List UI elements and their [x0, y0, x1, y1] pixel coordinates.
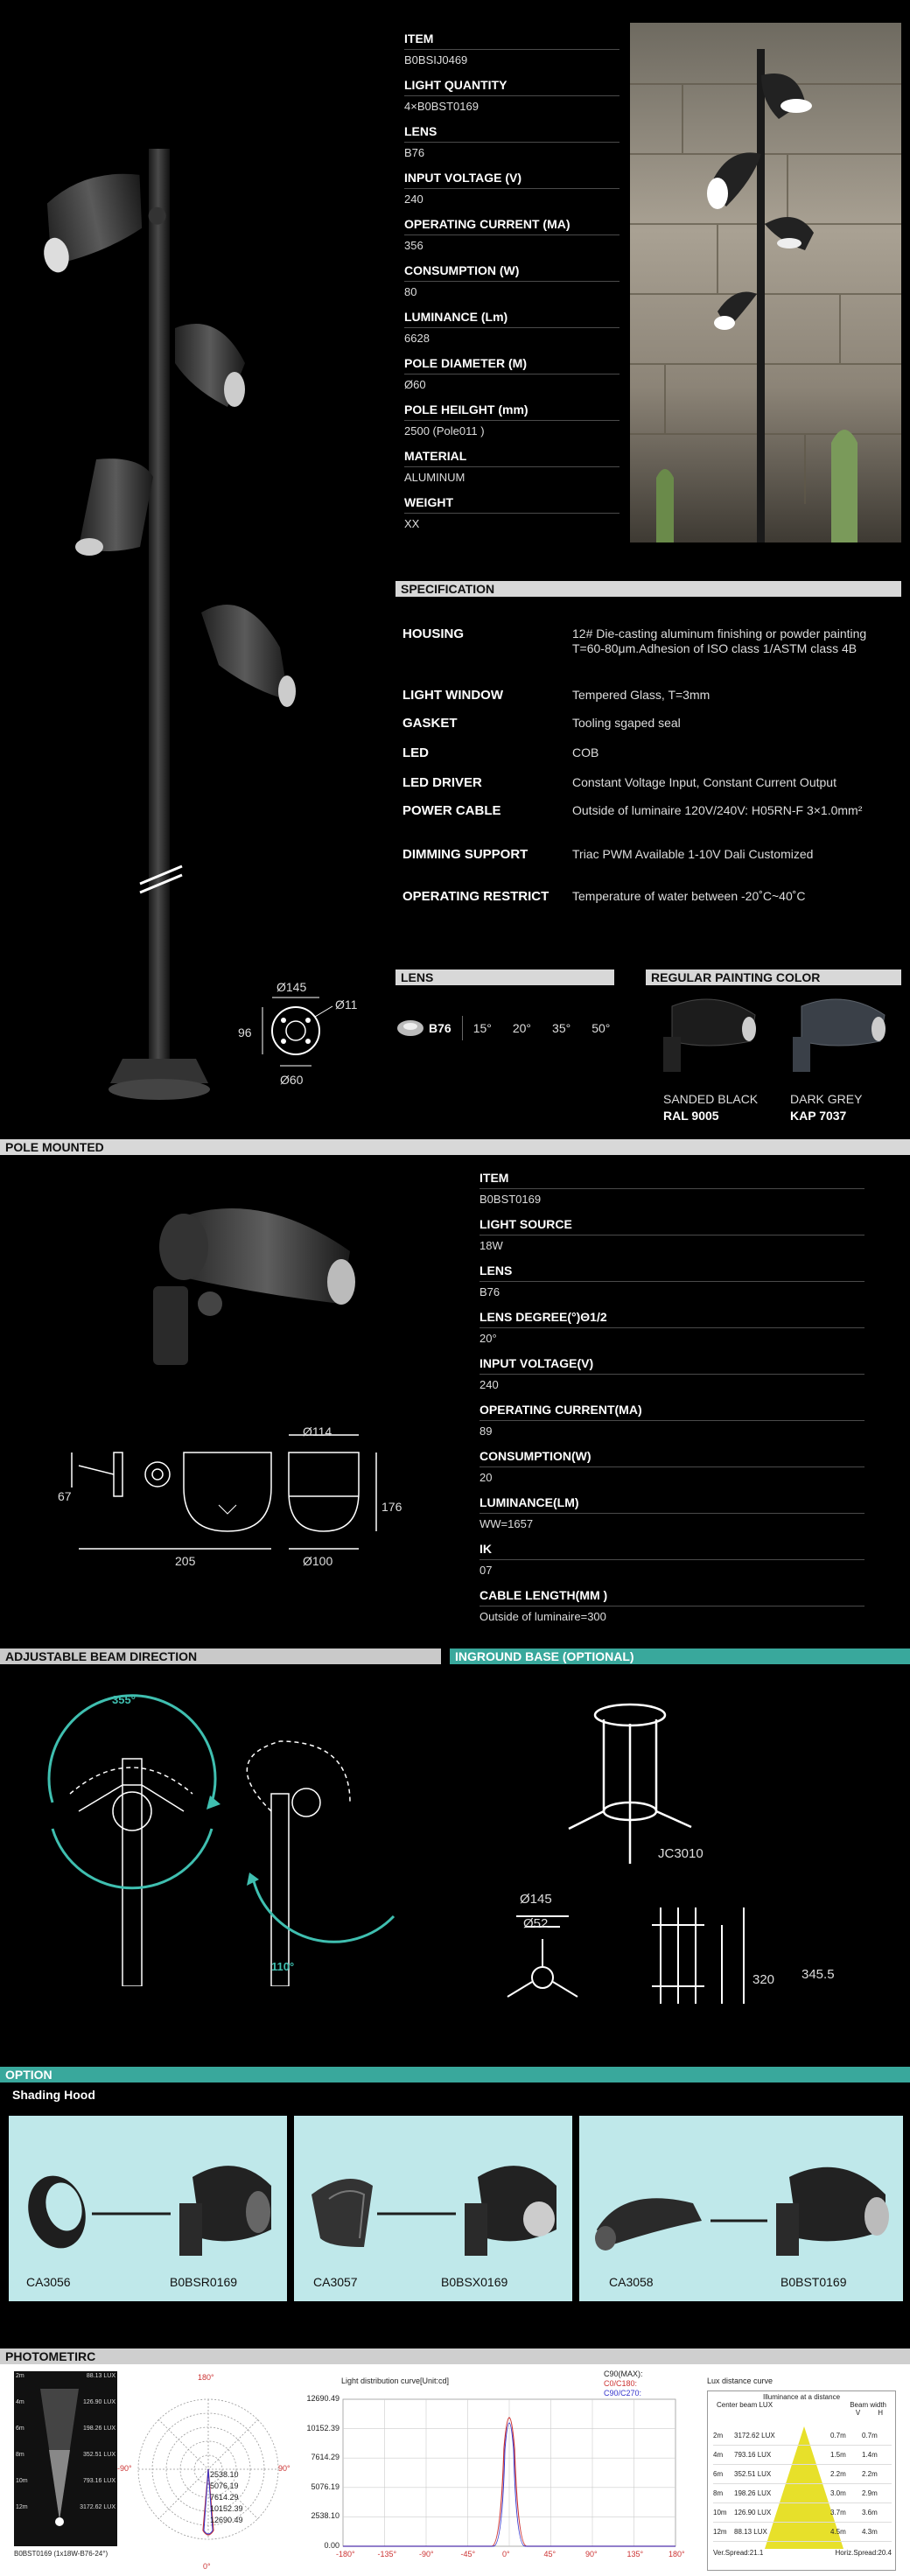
curve-x-tick: 135°	[626, 2550, 644, 2558]
beam-lux-row	[16, 2399, 116, 2426]
lux-row-lux: 3172.62 LUX	[734, 2432, 775, 2440]
curve-legend-c90: C90/C270:	[604, 2389, 642, 2398]
product-spec-row	[404, 124, 620, 171]
pm-spec-label: OPERATING CURRENT(MA)	[480, 1403, 642, 1417]
lux-row-v: 3.7m	[830, 2509, 846, 2516]
product-spec-value: 4×B0BST0169	[404, 100, 479, 113]
beam-rotation-label: 355°	[112, 1693, 136, 1706]
spec-row-label: HOUSING	[402, 626, 465, 641]
lux-row-distance: 12m	[713, 2528, 727, 2536]
lux-table-row	[713, 2446, 892, 2465]
pm-spec-divider	[480, 1281, 864, 1282]
spec-row-label: LIGHT WINDOW	[402, 688, 503, 703]
product-spec-label: POLE DIAMETER (M)	[404, 356, 527, 370]
curve-x-tick: -180°	[336, 2550, 355, 2558]
pm-spec-row	[480, 1264, 864, 1310]
beam-lux-value: 793.16 LUX	[83, 2478, 116, 2484]
lux-curve-title: Lux distance curve	[707, 2376, 774, 2385]
product-spec-list	[404, 32, 620, 542]
polar-label-90: 90°	[278, 2464, 290, 2473]
option-hood-3: CA3058	[609, 2275, 654, 2289]
curve-x-tick: 0°	[502, 2550, 510, 2558]
product-spec-value: 6628	[404, 332, 430, 345]
lux-table	[707, 2390, 896, 2571]
lux-row-lux: 198.26 LUX	[734, 2489, 772, 2497]
curve-y-tick: 2538.10	[311, 2511, 340, 2521]
beam-tilt-label: 110°	[271, 1960, 295, 1973]
paint-swatch-grey	[784, 989, 889, 1085]
pm-spec-row	[480, 1495, 864, 1542]
product-spec-divider	[404, 513, 620, 514]
product-spec-label: INPUT VOLTAGE (V)	[404, 171, 522, 185]
pm-dim-100: Ø100	[303, 1554, 333, 1568]
lux-row-distance: 4m	[713, 2451, 724, 2459]
lux-row-v: 0.7m	[830, 2432, 846, 2440]
product-spec-row	[404, 171, 620, 217]
distribution-curve	[294, 2396, 688, 2571]
polar-label-180: 180°	[198, 2373, 214, 2382]
curve-y-tick: 7614.29	[311, 2453, 340, 2462]
option-fixture-1: B0BSR0169	[170, 2275, 238, 2289]
lens-icon	[396, 1018, 425, 1039]
lux-row-v: 2.2m	[830, 2470, 846, 2478]
spec-row-value: Temperature of water between -20˚C~40˚C	[572, 889, 806, 903]
product-spec-value: B0BSIJ0469	[404, 53, 468, 66]
lens-angle-35: 35°	[552, 1021, 571, 1035]
product-spec-label: LENS	[404, 124, 438, 138]
lux-row-h: 4.3m	[862, 2528, 878, 2536]
spec-row-label: OPERATING RESTRICT	[402, 889, 550, 904]
pm-spec-row	[480, 1356, 864, 1403]
spec-row-label: POWER CABLE	[402, 803, 501, 818]
product-spec-divider	[404, 327, 620, 328]
spec-row-value: COB	[572, 746, 599, 760]
pm-dim-67: 67	[58, 1489, 72, 1503]
pm-dim-114: Ø114	[303, 1424, 332, 1438]
beam-lux-distance: 2m	[16, 2373, 24, 2379]
pm-spec-value: 240	[480, 1378, 499, 1391]
product-spec-label: POLE HEILGHT (mm)	[404, 402, 528, 416]
option-card-2	[294, 2116, 572, 2301]
photometric-panel	[0, 2364, 910, 2576]
product-spec-row	[404, 310, 620, 356]
paint-swatch-black	[654, 989, 760, 1085]
lens-angle-20: 20°	[512, 1021, 532, 1035]
pole-mounted-header: POLE MOUNTED	[0, 1139, 910, 1155]
pm-spec-row	[480, 1449, 864, 1495]
product-spec-label: ITEM	[404, 32, 434, 46]
inground-dim-145: Ø145	[520, 1892, 552, 1907]
option-subtitle: Shading Hood	[12, 2088, 95, 2102]
lux-row-h: 3.6m	[862, 2509, 878, 2516]
pm-spec-value: B0BST0169	[480, 1193, 542, 1206]
pm-spec-label: CABLE LENGTH(MM )	[480, 1588, 608, 1602]
pm-spec-row	[480, 1310, 864, 1356]
beam-lux-row	[16, 2478, 116, 2504]
lux-foot-v: Ver.Spread:21.1	[713, 2549, 764, 2557]
beam-lux-distance: 12m	[16, 2504, 28, 2510]
pm-spec-divider	[480, 1374, 864, 1375]
product-spec-value: XX	[404, 517, 420, 530]
spec-row-value: Tooling sgaped seal	[572, 716, 681, 730]
specification-header: SPECIFICATION	[396, 581, 901, 597]
lux-table-col-h: H	[878, 2409, 883, 2417]
paint-code-grey: KAP 7037	[790, 1109, 847, 1123]
photometric-header: PHOTOMETIRC	[0, 2348, 910, 2364]
lux-table-row	[713, 2465, 892, 2484]
inground-dim-345: 345.5	[802, 1967, 835, 1982]
polar-value: 12690.49	[210, 2516, 243, 2524]
pole-mounted-spec-list	[480, 1171, 864, 1634]
lens-row	[396, 1015, 623, 1041]
beam-rotation-drawing	[18, 1689, 429, 1986]
spec-row-value: Tempered Glass, T=3mm	[572, 688, 710, 702]
spec-row-value: Triac PWM Available 1-10V Dali Customized	[572, 847, 814, 861]
curve-x-tick: -90°	[419, 2550, 434, 2558]
pm-spec-row	[480, 1217, 864, 1264]
product-spec-row	[404, 449, 620, 495]
pm-spec-value: 20°	[480, 1332, 497, 1345]
pm-spec-divider	[480, 1235, 864, 1236]
product-spec-divider	[404, 466, 620, 467]
lens-name: B76	[429, 1021, 452, 1035]
product-spec-value: Ø60	[404, 378, 426, 391]
pm-dim-176: 176	[382, 1500, 402, 1514]
product-spec-row	[404, 32, 620, 78]
inground-header: INGROUND BASE (OPTIONAL)	[450, 1648, 910, 1664]
product-spec-divider	[404, 142, 620, 143]
curve-y-tick: 10152.39	[306, 2423, 340, 2432]
paint-code-black: RAL 9005	[663, 1109, 719, 1123]
lux-row-v: 3.0m	[830, 2489, 846, 2497]
lux-table-row	[713, 2484, 892, 2503]
product-spec-divider	[404, 49, 620, 50]
product-spec-label: LUMINANCE (Lm)	[404, 310, 508, 324]
polar-value: 5076.19	[210, 2482, 239, 2490]
polar-value: 2538.10	[210, 2470, 239, 2479]
product-spec-row	[404, 402, 620, 449]
base-dim-145: Ø145	[276, 980, 307, 994]
pm-spec-value: 07	[480, 1564, 493, 1577]
lux-row-distance: 10m	[713, 2509, 727, 2516]
paint-name-grey: DARK GREY	[790, 1092, 863, 1106]
lux-table-head3: Beam width	[850, 2401, 886, 2409]
pm-spec-label: INPUT VOLTAGE(V)	[480, 1356, 594, 1370]
pm-spec-value: 20	[480, 1471, 493, 1484]
beam-lux-distance: 10m	[16, 2478, 28, 2484]
spec-row-value: 12# Die-casting aluminum finishing or powder painting T=60-80μm.Adhesion of ISO class 1/ASTM class 4B	[572, 626, 867, 655]
beam-lux-distance: 4m	[16, 2399, 24, 2405]
pm-spec-value: Outside of luminaire=300	[480, 1610, 606, 1623]
beam-lux-value: 198.26 LUX	[83, 2426, 116, 2432]
curve-x-tick: 180°	[668, 2550, 685, 2558]
pm-spec-divider	[480, 1327, 864, 1328]
curve-x-tick: -135°	[377, 2550, 397, 2558]
beam-lux-value: 126.90 LUX	[83, 2399, 116, 2405]
product-spec-divider	[404, 234, 620, 235]
option-card-3	[579, 2116, 903, 2301]
pm-spec-label: IK	[480, 1542, 492, 1556]
inground-dim-320: 320	[752, 1972, 775, 1987]
option-card-1	[9, 2116, 287, 2301]
spec-row-label: LED DRIVER	[402, 775, 482, 790]
lux-row-v: 4.5m	[830, 2528, 846, 2536]
option-hood-1: CA3056	[26, 2275, 71, 2289]
option-hood-2: CA3057	[313, 2275, 358, 2289]
product-spec-row	[404, 217, 620, 263]
lux-table-row	[713, 2426, 892, 2446]
option-fixture-2: B0BSX0169	[441, 2275, 508, 2289]
beam-lux-row	[16, 2504, 116, 2530]
lux-table-col-v: V	[855, 2409, 861, 2417]
product-spec-label: OPERATING CURRENT (MA)	[404, 217, 570, 231]
pm-spec-label: LUMINANCE(LM)	[480, 1495, 579, 1509]
beam-header: ADJUSTABLE BEAM DIRECTION	[0, 1648, 441, 1664]
paint-name-black: SANDED BLACK	[663, 1092, 759, 1106]
polar-value: 10152.39	[210, 2504, 243, 2513]
product-spec-value: ALUMINUM	[404, 471, 466, 484]
inground-model: JC3010	[658, 1846, 704, 1861]
pm-spec-row	[480, 1588, 864, 1634]
beam-lux-distance: 6m	[16, 2426, 24, 2432]
inground-dim-52: Ø52	[523, 1916, 549, 1931]
curve-y-tick: 0.00	[324, 2541, 340, 2550]
spec-row-label: LED	[402, 746, 429, 760]
beam-lux-row	[16, 2373, 116, 2399]
lux-row-h: 0.7m	[862, 2432, 878, 2440]
lens-header: LENS	[396, 970, 614, 985]
pm-spec-divider	[480, 1513, 864, 1514]
lux-row-h: 2.9m	[862, 2489, 878, 2497]
product-spec-divider	[404, 281, 620, 282]
beam-lux-value: 88.13 LUX	[86, 2373, 116, 2379]
pm-spec-label: LENS DEGREE(°)Θ1/2	[480, 1310, 607, 1324]
product-spec-divider	[404, 95, 620, 96]
polar-value: 7614.29	[210, 2493, 239, 2502]
polar-label-0: 0°	[203, 2562, 211, 2571]
pole-mounted-fixture-image	[131, 1199, 376, 1391]
pm-dim-205: 205	[175, 1554, 196, 1568]
lens-angle-50: 50°	[592, 1021, 611, 1035]
product-spec-value: 2500 (Pole011 )	[404, 424, 485, 438]
spec-row-value: Outside of luminaire 120V/240V: H05RN-F 3×1.0mm²	[572, 803, 863, 817]
product-image	[0, 0, 385, 1138]
installation-photo	[630, 23, 901, 542]
lux-table-head2: Center beam LUX	[717, 2401, 774, 2409]
product-spec-label: MATERIAL	[404, 449, 467, 463]
pm-spec-row	[480, 1403, 864, 1449]
polar-label-neg90: -90°	[117, 2464, 132, 2473]
product-spec-value: 240	[404, 192, 424, 206]
product-spec-row	[404, 495, 620, 542]
pm-spec-divider	[480, 1559, 864, 1560]
spec-row-label: GASKET	[402, 716, 458, 731]
product-spec-label: WEIGHT	[404, 495, 453, 509]
beam-lux-value: 3172.62 LUX	[80, 2504, 116, 2510]
lux-foot-h: Horiz.Spread:20.4	[835, 2549, 892, 2557]
lux-row-lux: 126.90 LUX	[734, 2509, 772, 2516]
lux-table-head1: Illuminance at a distance	[762, 2393, 841, 2401]
lux-row-distance: 2m	[713, 2432, 724, 2440]
curve-title: Light distribution curve[Unit:cd]	[341, 2376, 450, 2385]
pm-spec-divider	[480, 1466, 864, 1467]
pole-mounted-drawing	[52, 1418, 394, 1592]
curve-x-tick: 90°	[585, 2550, 598, 2558]
product-spec-row	[404, 356, 620, 402]
product-spec-label: LIGHT QUANTITY	[404, 78, 508, 92]
product-spec-value: 356	[404, 239, 424, 252]
curve-legend-c0: C0/C180:	[604, 2379, 638, 2388]
product-spec-row	[404, 263, 620, 310]
pm-spec-value: 89	[480, 1424, 493, 1438]
base-dim-60: Ø60	[280, 1073, 304, 1087]
curve-x-tick: -45°	[460, 2550, 476, 2558]
beam-lux-value: 352.51 LUX	[83, 2452, 116, 2458]
curve-y-tick: 5076.19	[311, 2482, 340, 2491]
pm-spec-label: CONSUMPTION(W)	[480, 1449, 592, 1463]
lux-table-row	[713, 2523, 892, 2542]
product-spec-label: CONSUMPTION (W)	[404, 263, 520, 277]
base-dim-11: Ø11	[335, 998, 358, 1012]
pm-spec-label: LENS	[480, 1264, 513, 1278]
pm-spec-divider	[480, 1188, 864, 1189]
product-spec-divider	[404, 420, 620, 421]
lux-table-row	[713, 2503, 892, 2523]
pm-spec-row	[480, 1171, 864, 1217]
product-spec-row	[404, 78, 620, 124]
beam-panel-label: B0BST0169 (1x18W-B76-24°)	[14, 2550, 108, 2558]
curve-x-tick: 45°	[543, 2550, 556, 2558]
spec-row-value: Constant Voltage Input, Constant Current Output	[572, 775, 836, 789]
pm-spec-value: 18W	[480, 1239, 503, 1252]
lux-row-v: 1.5m	[830, 2451, 846, 2459]
option-header: OPTION	[0, 2067, 910, 2082]
base-dim-96: 96	[238, 1026, 252, 1040]
painting-header: REGULAR PAINTING COLOR	[646, 970, 901, 985]
lux-row-lux: 352.51 LUX	[734, 2470, 772, 2478]
lux-row-lux: 793.16 LUX	[734, 2451, 772, 2459]
curve-legend-top: C90(MAX):	[604, 2370, 643, 2378]
pm-spec-value: B76	[480, 1285, 500, 1298]
lux-row-h: 1.4m	[862, 2451, 878, 2459]
lux-row-distance: 6m	[713, 2470, 724, 2478]
lux-row-h: 2.2m	[862, 2470, 878, 2478]
pm-spec-label: LIGHT SOURCE	[480, 1217, 572, 1231]
pm-spec-divider	[480, 1420, 864, 1421]
curve-y-tick: 12690.49	[306, 2394, 340, 2403]
product-spec-value: 80	[404, 285, 417, 298]
beam-lux-row	[16, 2426, 116, 2452]
lux-row-lux: 88.13 LUX	[734, 2528, 767, 2536]
option-fixture-3: B0BST0169	[780, 2275, 847, 2289]
pm-spec-label: ITEM	[480, 1171, 509, 1185]
pm-spec-row	[480, 1542, 864, 1588]
lens-angle-15: 15°	[472, 1021, 492, 1035]
product-spec-divider	[404, 188, 620, 189]
beam-lux-distance: 8m	[16, 2452, 24, 2458]
lux-row-distance: 8m	[713, 2489, 724, 2497]
pm-spec-value: WW=1657	[480, 1517, 534, 1530]
beam-lux-row	[16, 2452, 116, 2478]
product-spec-value: B76	[404, 146, 425, 159]
spec-row-label: DIMMING SUPPORT	[402, 847, 528, 862]
